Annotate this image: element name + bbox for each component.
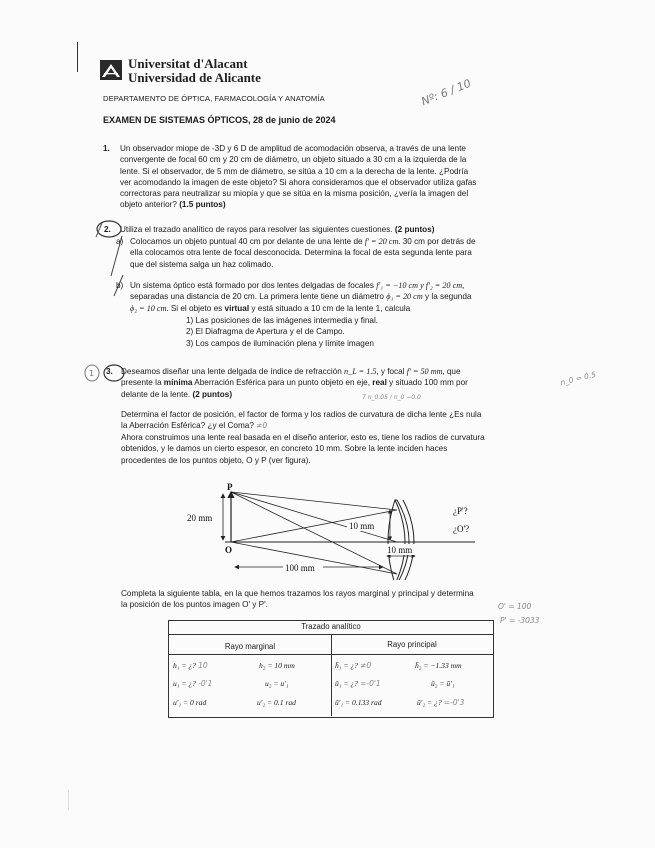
q1-line: lente. Si el observador, de 5 mm de diámetro, se sitúa a 10 cm a la derecha de la lente. ¿Podría: [120, 166, 469, 176]
q2b-line1: [130, 280, 550, 291]
q1-line: ver acomodando la imagen de este objeto? Si ahora consideramos que el observador utiliza gafas: [120, 177, 477, 187]
cell-u2: u₂ = u′₁: [265, 679, 289, 688]
q2-points: (2 puntos): [394, 225, 435, 234]
q2-intro-text: Utiliza el trazado analítico de rayos para resolver las siguientes cuestiones.: [120, 225, 393, 234]
fig-label-P: P: [227, 482, 233, 492]
q1-line-last: [120, 199, 550, 210]
q1-line: convergente de focal 60 cm y 20 cm de diámetro, un objeto situado a 30 cm a la izquierda de la: [120, 155, 467, 165]
q2-intro: [120, 224, 434, 235]
fig-q-O: ¿O'?: [453, 524, 470, 534]
q3-l2-pre: presente la: [121, 378, 162, 388]
q2a-line: ella colocamos otra lente de focal desconocida. Determina la focal de esta segunda lente para: [130, 248, 472, 258]
fig-dim-10mm-b: 10 mm: [387, 545, 413, 555]
q2b-l2-pre: separadas una distancia de 20 cm. La primera lente tiene un diámetro: [130, 292, 384, 302]
q2a-l1-pre: Colocamos un objeto puntual 40 cm por delante de una lente de: [130, 237, 363, 246]
q2b-item: 1) Las posiciones de las imágenes intermedia y final.: [186, 316, 379, 325]
q3-l1-pre: Deseamos diseñar una lente delgada de índice de refracción: [121, 367, 342, 376]
q3-para3: [121, 432, 553, 466]
q3-p2-line: la Aberración Esférica? ¿y el Coma?: [121, 421, 254, 431]
q1-number: 1.: [103, 144, 110, 153]
q3-l2-mid: Aberración Esférica para un punto objeto en eje,: [194, 378, 370, 388]
q3-l2-bold2: real: [372, 378, 387, 388]
ray-trace-table: [168, 620, 494, 718]
q1-line: correctoras para neutralizar su miopía y que se sitúa en la misma posición, ¿vería la imagen del: [120, 189, 469, 199]
cell-u1-prime-bar: ū′₁ = 0.133 rad: [335, 698, 382, 707]
svg-text:1: 1: [89, 369, 95, 378]
q3-l1-mid: y focal: [380, 367, 405, 376]
q3-line3: [121, 389, 553, 400]
margin-line: [77, 42, 78, 72]
q3-p3-line: Ahora construimos una lente real basada en el diseño anterior, esto es, tiene los radios de curvatura: [121, 433, 485, 442]
col-header-principal: Rayo principal: [387, 640, 437, 649]
fig-dim-10mm-a: 10 mm: [349, 521, 375, 531]
q2b-items: [186, 315, 378, 349]
q2b-text: [130, 280, 550, 314]
q3-l1-math2: f′ = 50 mm,: [406, 367, 445, 376]
cell-u2-prime-bar: ū′₂ = ¿? =-0'3: [417, 698, 465, 707]
q2b-l2-math: ϕ₁ = 20 cm: [386, 292, 423, 302]
q1-text: [120, 143, 550, 211]
cell-u2-prime: u′₂ = 0.1 rad: [257, 698, 296, 707]
q2b-l1-pre: Un sistema óptico está formado por dos lentes delgadas de focales: [130, 281, 374, 290]
fig-dim-20mm: 20 mm: [187, 513, 213, 523]
q2a-text: [130, 236, 550, 270]
q2b-l3-bold: virtual: [224, 303, 250, 313]
hw-answer: ≠0: [360, 661, 372, 670]
cell-u1-bar: ū₁ = ¿? =-0'1: [335, 679, 381, 688]
table-caption: Trazado analítico: [301, 622, 361, 631]
cell-h2-bar: h̄₂ = −1.33 mm: [415, 661, 462, 670]
cell-h1-bar: h̄₁ = ¿? ≠0: [335, 661, 372, 670]
university-name-es: Universidad de Alicante: [128, 70, 261, 85]
thick-lens: [395, 500, 409, 580]
q2b-l3-pre: Si el objeto es: [170, 303, 223, 313]
q3-para2: [121, 409, 553, 432]
cell-u2-bar: ū₂ = ū′₁: [431, 679, 455, 688]
q3-handwritten-margin: n_0 = 0.5: [559, 369, 597, 388]
fig-dim-100mm: 100 mm: [285, 563, 315, 573]
q2a-l1-post: 30 cm por detrás de: [402, 237, 476, 246]
q3-number: 3.: [106, 367, 113, 376]
q2b-l1-math: f′₁ = −10 cm y f′₂ = 20 cm,: [376, 281, 465, 290]
q2a-line1: [130, 236, 550, 247]
q2b-line2: [130, 291, 550, 302]
university-logo-icon: [100, 60, 122, 80]
q2b-line3: [130, 303, 550, 314]
q3-l2-post: y situado 100 mm por: [389, 378, 468, 388]
optics-figure: [185, 480, 495, 580]
q2a-label: a): [116, 237, 124, 246]
bottom-margin-line: [68, 790, 69, 810]
hw-answer: =-0'1: [360, 679, 381, 688]
q2b-l3-post: y está situado a 10 cm de la lente 1, calcula: [251, 303, 411, 313]
q3-l3-points: (2 puntos): [192, 389, 233, 399]
q2b-l2-post: y la segunda: [425, 292, 472, 302]
cell-h1: h₁ = ¿? 10: [173, 661, 208, 670]
q2a-line: que del sistema salga un haz colimado.: [130, 259, 274, 269]
q2-number: 2.: [104, 225, 111, 234]
q2b-item: 2) El Diafragma de Apertura y el de Campo.: [186, 327, 345, 337]
university-name-ca: Universitat d'Alacant: [128, 56, 248, 71]
q3-line2: [121, 377, 553, 388]
q1-points: (1.5 puntos): [179, 200, 226, 210]
handwritten-score: Nº: 6 / 10: [419, 76, 473, 109]
q3-p3-line: procedentes de los puntos objeto, O y P (ver figura).: [121, 455, 311, 465]
hw-side-P: P' = -3033: [500, 616, 540, 625]
department-name: DEPARTAMENTO DE ÓPTICA, FARMACOLOGÍA Y ANATOMÍA: [103, 94, 325, 103]
q3-line1: [121, 366, 553, 377]
q1-last-text: objeto anterior?: [120, 200, 177, 210]
fig-label-O: O: [225, 545, 233, 555]
hw-side-O: O' = 100: [498, 602, 532, 611]
q2b-l3-math: ϕ₂ = 10 cm.: [130, 303, 169, 313]
hw-answer: 10: [198, 661, 208, 670]
hw-answer: =-0'3: [443, 698, 465, 707]
q3-l2-bold1: mínima: [163, 378, 193, 388]
cell-u1-prime: u′₁ = 0 rad: [173, 698, 207, 707]
q3-p2-line: Determina el factor de posición, el factor de forma y los radios de curvatura de dicha lente ¿Es nula: [121, 410, 482, 419]
q3-l1-post: que: [446, 367, 461, 376]
q3-af-line: Completa la siguiente tabla, en la que hemos trazamos los rayos marginal y principal y determina: [121, 589, 474, 598]
q2a-l1-math: f′ = 20 cm.: [364, 237, 401, 246]
q3-p2-line2: [121, 420, 553, 431]
cell-u1: u₁ = ¿? -0'1: [173, 679, 213, 688]
q2b-label: b): [116, 281, 124, 290]
q3-text: [121, 366, 553, 400]
q3-af-line: la posición de los puntos imagen O' y P'.: [121, 600, 268, 610]
q3-hw-coma: ≠0: [256, 421, 268, 431]
cell-h2: h₂ = 10 mm: [259, 661, 295, 670]
fig-q-P: ¿P'?: [453, 506, 468, 516]
q1-line: Un observador miope de -3D y 6 D de amplitud de acomodación observa, a través de una lente: [120, 144, 466, 153]
exam-title: EXAMEN DE SISTEMAS ÓPTICOS, 28 de junio de 2024: [103, 115, 336, 125]
hw-answer: -0'1: [198, 679, 213, 688]
q3-l3-pre: delante de la lente.: [121, 389, 191, 399]
q3-p3-line: obtenidos, y le damos un cierto espesor, en concreto 10 mm. Sobre la lente inciden haces: [121, 444, 448, 454]
q2b-item: 3) Los campos de iluminación plena y límite imagen: [186, 338, 374, 348]
q3-handwritten-under: 7 n_0.05 / n_0 −0.0: [362, 394, 421, 401]
col-header-marginal: Rayo marginal: [224, 642, 276, 651]
q3-after-figure: [121, 588, 553, 611]
q3-l1-math1: n_L = 1.5,: [344, 367, 379, 376]
